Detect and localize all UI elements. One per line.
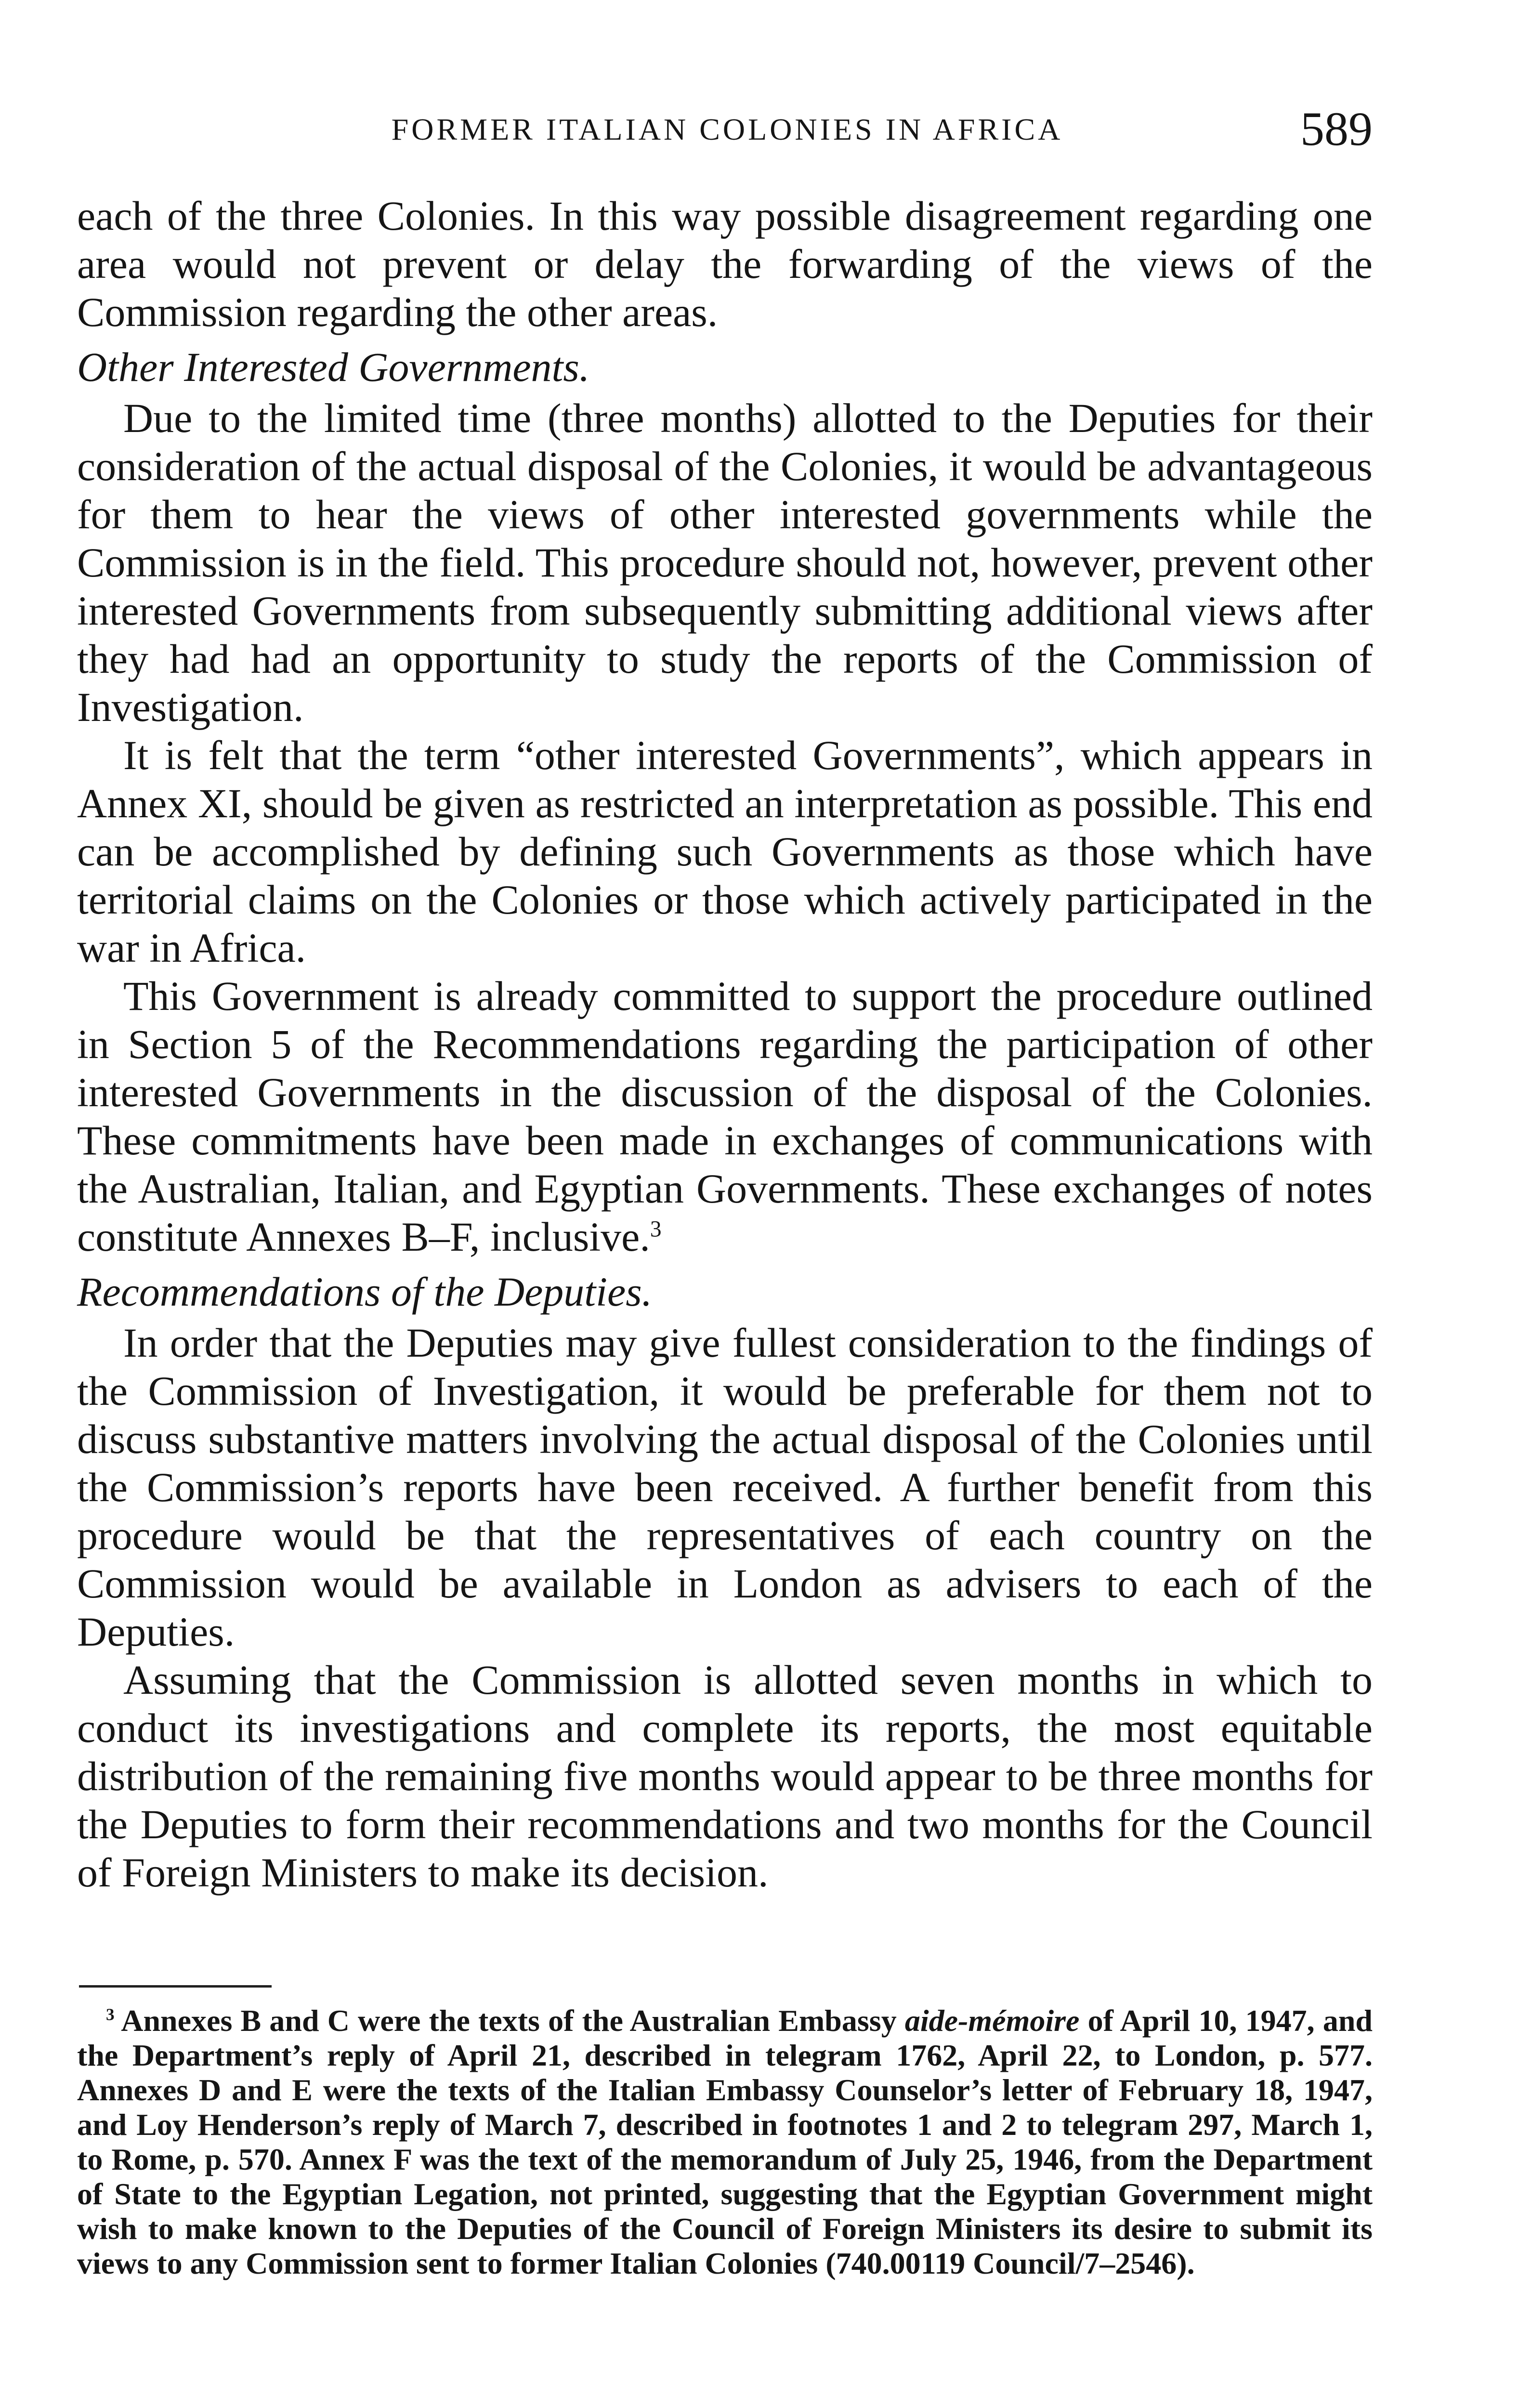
paragraph-government-commitments bbox=[77, 972, 1373, 1261]
footnote-marker: 3 bbox=[106, 2005, 115, 2024]
paragraph-limited-time: Due to the limited time (three months) allotted to the Deputies for their consideration of the actual disposal of the Colonies, it would be advantageous for them to hear the views of other interested governments while the Commission is in the field. This procedure should not, however, prevent other interested Governments from subsequently submitting additional views after they had had an opportunity to study the reports of the Commission of Investigation. bbox=[77, 395, 1373, 730]
footnote-divider bbox=[79, 1985, 272, 1988]
paragraph-fullest-consideration: In order that the Deputies may give fullest consideration to the findings of the Commission of Investigation, it would be preferable for them not to discuss substantive matters involving the actual disposal of the Colonies until the Commission’s reports have been received. A further benefit from this procedure would be that the representatives of each country on the Commission would be available in London as advisers to each of the Deputies. bbox=[77, 1320, 1373, 1655]
running-title: FORMER ITALIAN COLONIES IN AFRICA bbox=[391, 112, 1063, 146]
footnote-italic-term: aide-mémoire bbox=[904, 2003, 1080, 2038]
paragraph-term-interpretation: It is felt that the term “other interested Governments”, which appears in Annex XI, should be given as restricted an interpretation as possible. This end can be accomplished by defining such Governments as those which have territorial claims on the Colonies or those which actively participated in the war in Africa. bbox=[77, 732, 1373, 971]
footnote-text-after: of April 10, 1947, and the Department’s reply of April 21, described in telegram 1762, April 22, to London, p. 577. Annexes D and E were the texts of the Italian Embassy Counselor’s letter of February 18, 1947, and Loy Henderson’s reply of March 7, described in footnotes 1 and 2 to telegram 297, March 1, to Rome, p. 570. Annex F was the text of the memorandum of July 25, 1946, from the Department of State to the Egyptian Legation, not printed, suggesting that the Egyptian Government might wish to make known to the Deputies of the Council of Foreign Ministers its desire to submit its views to any Commission sent to former Italian Colonies (740.00119 Council/7–2546). bbox=[77, 2003, 1373, 2280]
paragraph-assuming-seven-months: Assuming that the Commission is allotted seven months in which to conduct its investigations and complete its reports, the most equitable distribution of the remaining five months would appear to be three months for the Deputies to form their recommendations and two months for the Council of Foreign Ministers to make its decision. bbox=[77, 1657, 1373, 1896]
footnote bbox=[77, 2003, 1373, 2281]
footnote-text-before: Annexes B and C were the texts of the Australian Embassy bbox=[114, 2003, 905, 2038]
heading-recommendations-of-deputies: Recommendations of the Deputies. bbox=[77, 1269, 653, 1315]
document-page bbox=[77, 0, 1373, 2408]
heading-other-interested-governments: Other Interested Governments. bbox=[77, 344, 590, 390]
paragraph-government-commitments-text: This Government is already committed to support the procedure outlined in Section 5 of the Recommendations regarding the participation of other interested Governments in the discussion of the disposal of the Colonies. These commitments have been made in exchanges of communications with the Australian, Italian, and Egyptian Governments. These exchanges of notes constitute Annexes B–F, inclusive. bbox=[77, 973, 1373, 1260]
paragraph-continued: each of the three Colonies. In this way possible disagreement regarding one area would not prevent or delay the forwarding of the views of the Commission regarding the other areas. bbox=[77, 193, 1373, 335]
body-text bbox=[77, 192, 1373, 1897]
footnote-reference: 3 bbox=[650, 1217, 662, 1242]
page-number: 589 bbox=[1300, 102, 1373, 156]
running-header bbox=[77, 101, 1373, 154]
